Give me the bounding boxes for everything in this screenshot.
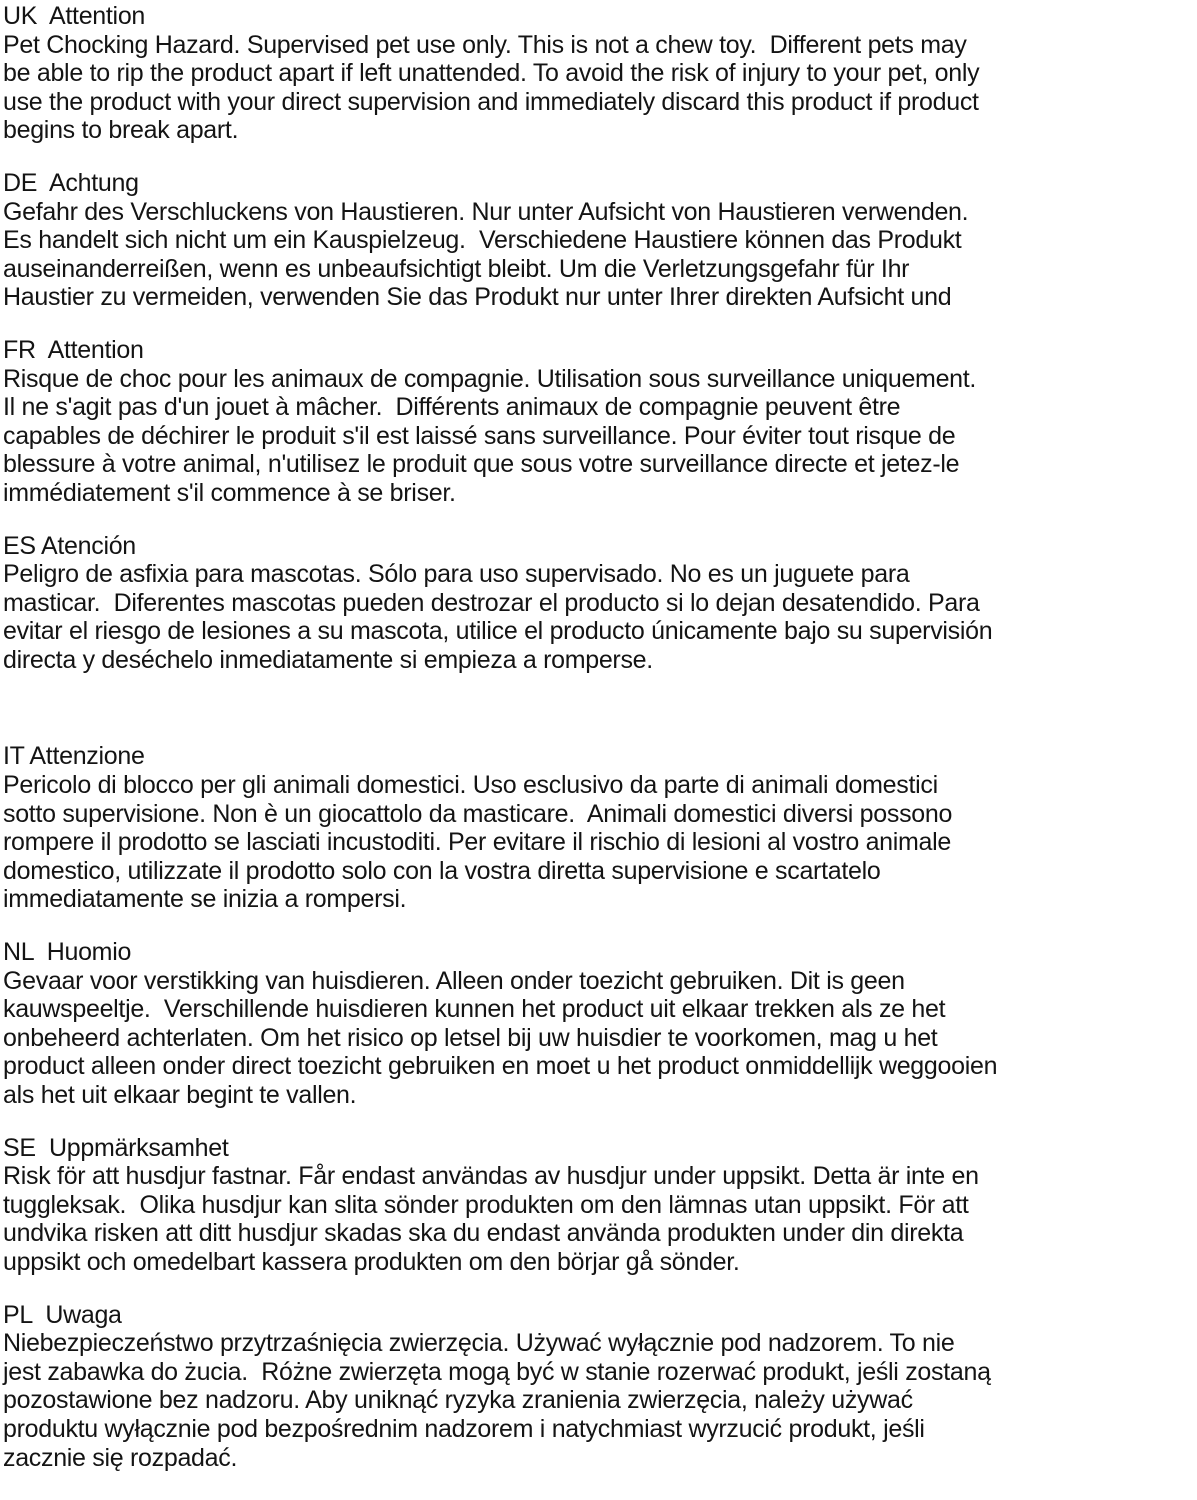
text-line: Gevaar voor verstikking van huisdieren. Alleen onder toezicht gebruiken. Dit is geen	[3, 966, 905, 995]
warning-section-fr	[3, 336, 1197, 508]
section-header: FR Attention	[3, 335, 144, 364]
text-line: Risk för att husdjur fastnar. Får endast användas av husdjur under uppsikt. Detta är inte en	[3, 1162, 979, 1191]
section-header: SE Uppmärksamhet	[3, 1133, 229, 1162]
text-line: undvika risken att ditt husdjur skadas ska du endast använda produkten under din direkta	[3, 1219, 964, 1248]
text-line: Risque de choc pour les animaux de compagnie. Utilisation sous surveillance uniquement.	[3, 364, 977, 393]
text-line: evitar el riesgo de lesiones a su mascota, utilice el producto únicamente bajo su supervisión	[3, 617, 993, 646]
text-line: tuggleksak. Olika husdjur kan slita sönder produkten om den lämnas utan uppsikt. För att	[3, 1190, 969, 1219]
text-line: Pet Chocking Hazard. Supervised pet use only. This is not a chew toy. Different pets may	[3, 30, 967, 59]
text-line: kauwspeeltje. Verschillende huisdieren kunnen het product uit elkaar trekken als ze het	[3, 995, 946, 1024]
text-line: immédiatement s'il commence à se briser.	[3, 478, 456, 507]
warning-section-it	[3, 742, 1197, 914]
text-line: Il ne s'agit pas d'un jouet à mâcher. Différents animaux de compagnie peuvent être	[3, 393, 901, 422]
text-line: onbeheerd achterlaten. Om het risico op letsel bij uw huisdier te voorkomen, mag u het	[3, 1023, 938, 1052]
section-body	[3, 560, 1197, 674]
text-line: Haustier zu vermeiden, verwenden Sie das Produkt nur unter Ihrer direkten Aufsicht und	[3, 283, 952, 312]
text-line: produktu wyłącznie pod bezpośrednim nadzorem i natychmiast wyrzucić produkt, jeśli	[3, 1414, 925, 1443]
text-line: use the product with your direct supervision and immediately discard this product if product	[3, 87, 979, 116]
text-line: domestico, utilizzate il prodotto solo con la vostra diretta supervisione e scartatelo	[3, 856, 881, 885]
text-line: blessure à votre animal, n'utilisez le produit que sous votre surveillance directe et jetez-le	[3, 450, 960, 479]
section-body	[3, 1329, 1197, 1472]
warning-section-nl	[3, 938, 1197, 1110]
text-line: capables de déchirer le produit s'il est laissé sans surveillance. Pour éviter tout risque de	[3, 421, 956, 450]
warning-section-de	[3, 169, 1197, 312]
text-line: directa y deséchelo inmediatamente si empieza a romperse.	[3, 645, 653, 674]
section-body	[3, 31, 1197, 145]
section-header: IT Attenzione	[3, 742, 145, 771]
section-body	[3, 967, 1197, 1110]
text-line: Gefahr des Verschluckens von Haustieren. Nur unter Aufsicht von Haustieren verwenden.	[3, 197, 969, 226]
section-body	[3, 1162, 1197, 1276]
text-line: jest zabawka do żucia. Różne zwierzęta mogą być w stanie rozerwać produkt, jeśli zostaną	[3, 1357, 991, 1386]
section-header: UK Attention	[3, 2, 146, 30]
warning-section-es	[3, 532, 1197, 675]
text-line: Peligro de asfixia para mascotas. Sólo para uso supervisado. No es un juguete para	[3, 560, 910, 589]
text-line: auseinanderreißen, wenn es unbeaufsichtigt bleibt. Um die Verletzungsgefahr für Ihr	[3, 254, 910, 283]
section-header: NL Huomio	[3, 938, 132, 967]
section-body	[3, 365, 1197, 508]
text-line: Pericolo di blocco per gli animali domestici. Uso esclusivo da parte di animali domestici	[3, 771, 938, 800]
text-line: als het uit elkaar begint te vallen.	[3, 1081, 357, 1109]
section-body	[3, 771, 1197, 914]
text-line: Es handelt sich nicht um ein Kauspielzeug. Verschiedene Haustiere können das Produkt	[3, 226, 962, 255]
warning-section-se	[3, 1134, 1197, 1277]
section-header: DE Achtung	[3, 168, 139, 197]
text-line: immediatamente se inizia a rompersi.	[3, 885, 407, 914]
text-line: product alleen onder direct toezicht gebruiken en moet u het product onmiddellijk weggooien	[3, 1052, 998, 1081]
text-line: begins to break apart.	[3, 116, 239, 145]
section-header: ES Atención	[3, 531, 136, 560]
section-body	[3, 198, 1197, 312]
text-line: Niebezpieczeństwo przytrzaśnięcia zwierzęcia. Używać wyłącznie pod nadzorem. To nie	[3, 1329, 955, 1358]
text-line: uppsikt och omedelbart kassera produkten om den börjar gå sönder.	[3, 1247, 740, 1276]
section-header: PL Uwaga	[3, 1300, 122, 1329]
text-line: be able to rip the product apart if left unattended. To avoid the risk of injury to your pet, only	[3, 59, 980, 88]
text-line: rompere il prodotto se lasciati incustoditi. Per evitare il rischio di lesioni al vostro animale	[3, 828, 952, 857]
text-line: zacznie się rozpadać.	[3, 1443, 238, 1472]
warning-section-pl	[3, 1301, 1197, 1473]
warning-section-uk	[3, 2, 1197, 145]
text-line: sotto supervisione. Non è un giocattolo da masticare. Animali domestici diversi possono	[3, 799, 953, 828]
text-line: masticar. Diferentes mascotas pueden destrozar el producto si lo dejan desatendido. Para	[3, 588, 980, 617]
text-line: pozostawione bez nadzoru. Aby uniknąć ryzyka zranienia zwierzęcia, należy używać	[3, 1386, 913, 1415]
